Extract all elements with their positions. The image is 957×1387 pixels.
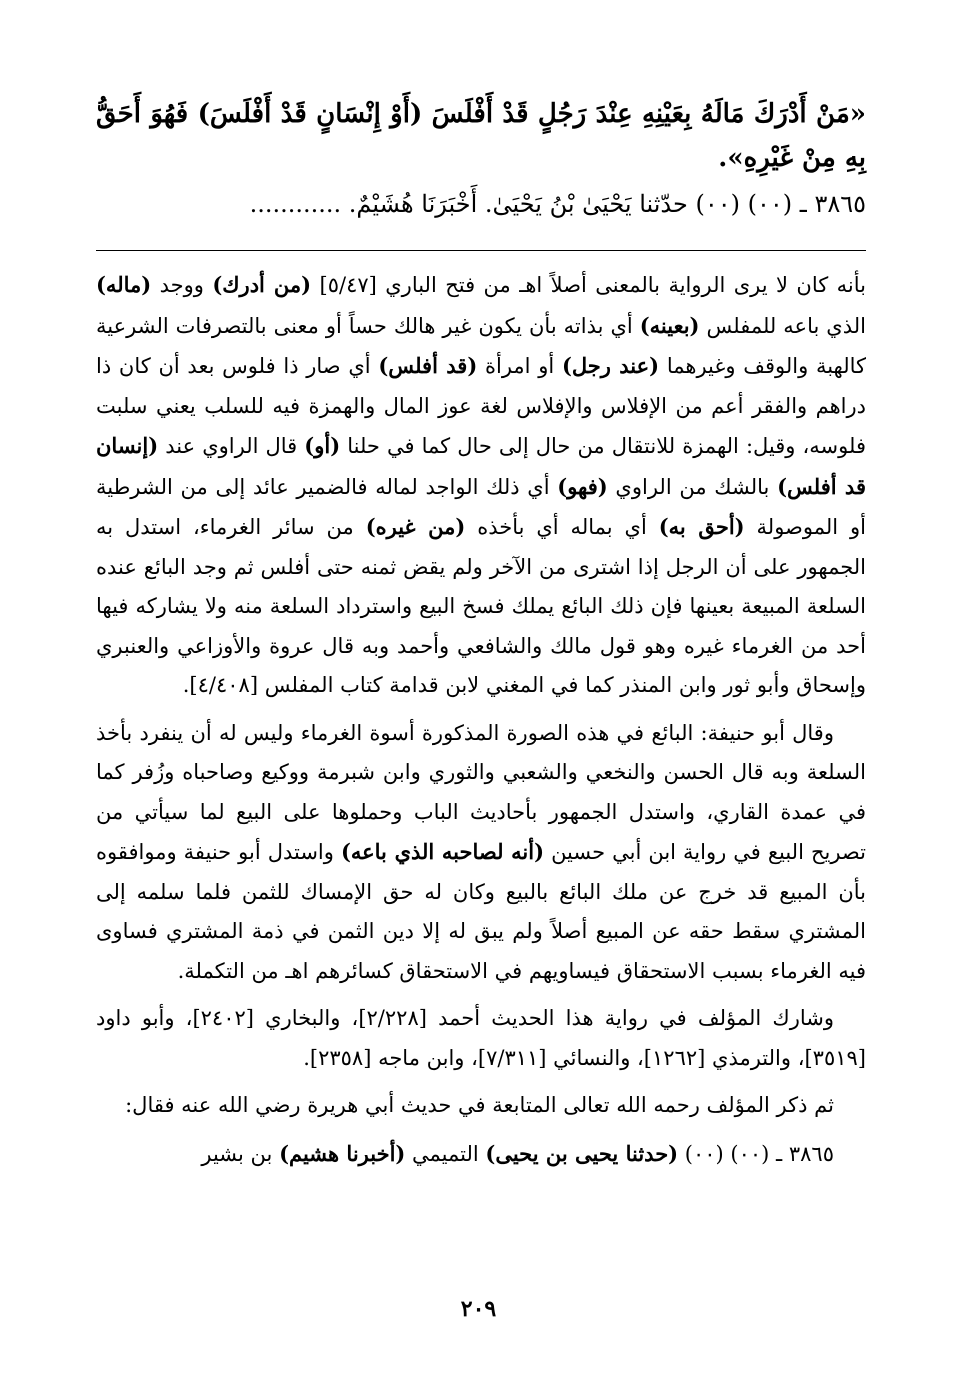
page-content [96,92,866,1352]
hadith-isnad-line [96,184,866,224]
isnad-text: ٣٨٦٥ ـ (٠٠) (٠٠) حدّثنا يَحْيَىٰ بْنُ يَحْيَىٰ. أَخْبَرَنَا هُشَيْمٌ. [348,190,866,218]
commentary-paragraph-2: وقال أبو حنيفة: البائع في هذه الصورة المذكورة أسوة الغرماء وليس له أن ينفرد بأخذ السلعة وبه قال الحسن والنخعي والشعبي والثوري وابن شبرمة ووكيع وصاحباه وزُفر كما في عمدة القاري، واستدل الجمهور بأحاديث الباب وحملوها على البيع لما سيأتي من تصريح البيع في رواية ابن أبي حسين (أنه لصاحبه الذي باعه) واستدل أبو حنيفة وموافقوه بأن المبيع قد خرج عن ملك البائع بالبيع وكان له حق الإمساك للثمن فلما سلمه إلى المشتري سقط حقه عن المبيع أصلاً ولم يبق له إلا دين الثمن في ذمة المشتري فساوى فيه الغرماء بسبب الاستحقاق فيساويهم في الاستحقاق كسائرهم اهـ من التكملة. [96,720,866,983]
isnad-dots: ............ [249,190,342,218]
footnote-separator [96,250,866,251]
page-number: ٢٠٩ [460,1296,497,1322]
commentary-isnad: ٣٨٦٥ ـ (٠٠) (٠٠) (حدثنا يحيى بن يحيى) التميمي (أخبرنا هشيم) بن بشير [201,1140,834,1166]
commentary-paragraph-4: ثم ذكر المؤلف رحمه الله تعالى المتابعة في حديث أبي هريرة رضي الله عنه فقال: [125,1093,834,1117]
commentary-paragraph-3: وشارك المؤلف في رواية هذا الحديث أحمد [٢/٢٢٨]، والبخاري [٢٤٠٢]، وأبو داود [٣٥١٩]، والترمذي [١٢٦٢]، والنسائي [٧/٣١١]، وابن ماجه [٢٣٥٨]. [96,1006,866,1070]
hadith-text: «مَنْ أَدْرَكَ مَالَهُ بِعَيْنِهِ عِنْدَ رَجُلٍ قَدْ أَفْلَسَ (أَوْ إِنْسَانٍ قَدْ أَفْلَسَ) فَهُوَ أَحَقُّ بِهِ مِنْ غَيْرِهِ». [96,99,866,173]
commentary-paragraph-1: بأنه كان لا يرى الرواية بالمعنى أصلاً اهـ من فتح الباري [٥/٤٧] (من أدرك) ووجد (ماله) الذي باعه للمفلس (بعينه) أي بذاته بأن يكون غير هالك حساً أو معنى بالتصرفات الشرعية كالهبة والوقف وغيرهما (عند رجل) أو امرأة (قد أفلس) أي صار ذا فلوس بعد أن كان ذا دراهم والفقر أعم من الإفلاس والإفلاس لغة عوز المال والهمزة فيه للسلب يعني سلبت فلوسه، وقيل: الهمزة للانتقال من حال إلى حال كما في حلنا (أو) قال الراوي عند (إنسان قد أفلس) بالشك من الراوي (فهو) أي ذلك الواجد لماله فالضمير عائد إلى من الشرطية أو الموصولة (أحق به) أي بماله أي بأخذه (من غيره) من سائر الغرماء، استدل به الجمهور على أن الرجل إذا اشترى من الآخر ولم يقض ثمنه حتى أفلس ثم وجد البائع عنده السلعة المبيعة بعينها فإن ذلك البائع يملك فسخ البيع واسترداد السلعة منه ولا يشاركه فيها أحد من الغرماء غيره وهو قول مالك والشافعي وأحمد وبه قال عروة والأوزاعي والعنبري وإسحاق وأبو ثور وابن المنذر كما في المغني لابن قدامة كتاب المفلس [٤/٤٠٨]. [96,272,867,697]
